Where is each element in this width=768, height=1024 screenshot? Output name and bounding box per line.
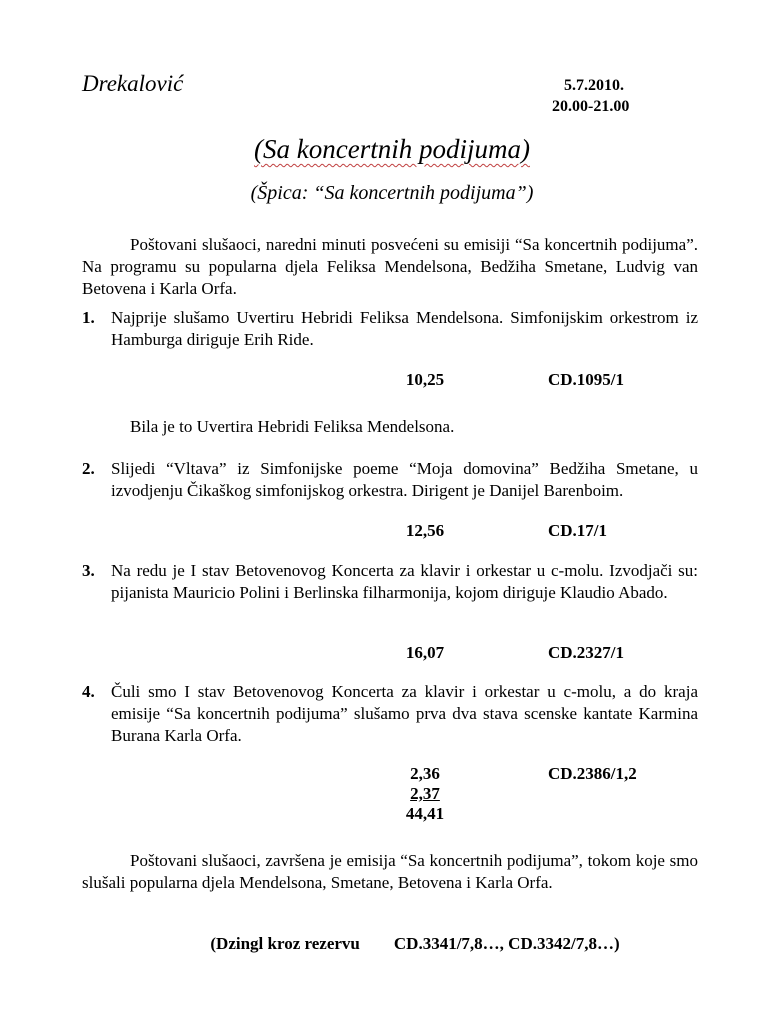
item-text: Na redu je I stav Betovenovog Koncerta za klavir i orkestar u c-molu. Izvodjači su: pijanista Mauricio Polini i Berlinska filharmonija, kojom diriguje Klaudio Abado. <box>111 561 698 602</box>
program-item-4 <box>82 681 698 747</box>
item-2-cd: CD.17/1 <box>548 521 608 540</box>
total-duration: 44,41 <box>405 804 445 823</box>
item-number: 4. <box>82 682 95 701</box>
item-4-duration-2-text: 2,37 <box>410 784 440 803</box>
program-item-1 <box>82 307 698 351</box>
author-name: Drekalović <box>82 71 184 96</box>
footer-jingle: (Dzingl kroz rezervu <box>210 934 360 953</box>
intro-paragraph: Poštovani slušaoci, naredni minuti posvećeni su emisiji “Sa koncertnih podijuma”. Na programu su popularna djela Feliksa Mendelsona, Bedžiha Smetane, Ludvig van Betovena i Karla Orfa. <box>82 235 698 298</box>
item-number: 2. <box>82 459 95 478</box>
footer-cds: CD.3341/7,8…, CD.3342/7,8…) <box>393 934 620 953</box>
outro-paragraph: Poštovani slušaoci, završena je emisija “Sa koncertnih podijuma”, tokom koje smo slušali popularna djela Mendelsona, Smetane, Betovena i Karla Orfa. <box>82 851 698 892</box>
item-2-duration: 12,56 <box>405 521 445 540</box>
item-number: 3. <box>82 561 95 580</box>
item-3-duration: 16,07 <box>405 643 445 662</box>
item-number: 1. <box>82 308 95 327</box>
document-title <box>0 132 768 166</box>
item-text: Čuli smo I stav Betovenovog Koncerta za klavir i orkestar u c-molu, a do kraja emisije “Sa koncertnih podijuma” slušamo prva dva stava scenske kantate Karmina Burana Karla Orfa. <box>111 682 698 745</box>
item-3-cd: CD.2327/1 <box>548 643 625 662</box>
document-subtitle: (Špica: “Sa koncertnih podijuma”) <box>250 182 534 204</box>
item-1-duration: 10,25 <box>405 370 445 389</box>
broadcast-time: 20.00-21.00 <box>552 98 630 115</box>
footer-jingle-note <box>0 933 768 955</box>
program-item-2 <box>82 458 698 502</box>
item-text: Slijedi “Vltava” iz Simfonijske poeme “Moja domovina” Bedžiha Smetane, u izvodjenju Čikaškog simfonijskog orkestra. Dirigent je Danijel Barenboim. <box>111 459 698 500</box>
item-4-duration-1: 2,36 <box>410 764 440 783</box>
item-1-cd: CD.1095/1 <box>548 370 625 389</box>
document-title-text: (Sa koncertnih podijuma) <box>254 134 530 164</box>
item-4-duration-2 <box>380 783 470 805</box>
broadcast-date-time <box>552 75 629 117</box>
broadcast-date: 5.7.2010. <box>564 77 624 94</box>
item-1-closing-line: Bila je to Uvertira Hebridi Feliksa Mendelsona. <box>130 417 455 436</box>
item-4-cd: CD.2386/1,2 <box>548 764 637 783</box>
program-item-3 <box>82 560 698 604</box>
item-text: Najprije slušamo Uvertiru Hebridi Feliksa Mendelsona. Simfonijskim orkestrom iz Hamburga diriguje Erih Ride. <box>111 308 698 349</box>
